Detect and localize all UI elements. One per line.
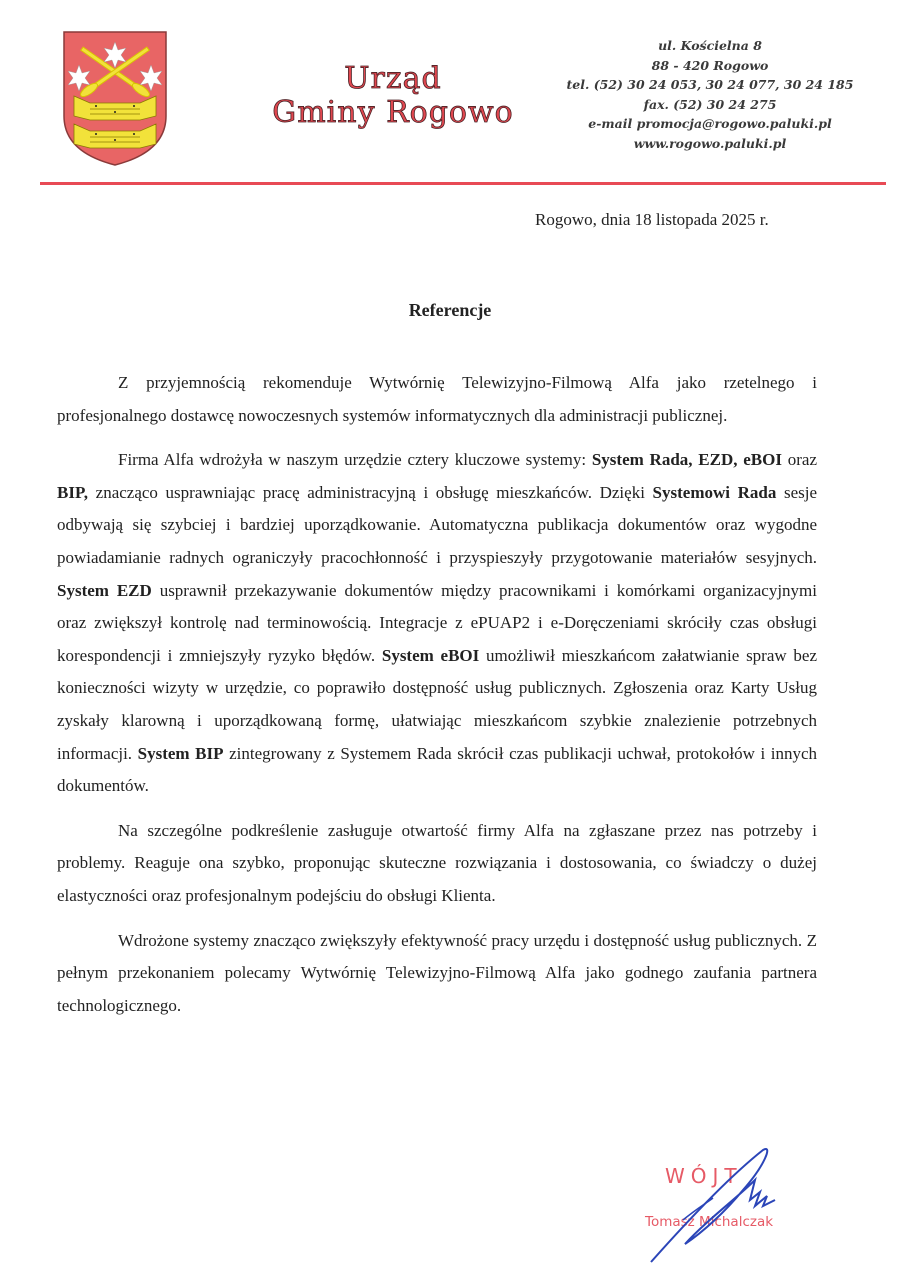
text-run: znacząco usprawniając pracę administracyjną i obsługę mieszkańców. Dzięki (88, 482, 653, 502)
bold-text: BIP, (57, 482, 89, 502)
organization-name-line1: Urząd (344, 61, 442, 96)
text-run: Firma Alfa wdrożyła w naszym urzędzie cztery kluczowe systemy: (118, 450, 592, 470)
bold-text: System BIP (137, 743, 224, 763)
signature-stroke (651, 1149, 775, 1262)
letter-date: Rogowo, dnia 18 listopada 2025 r. (535, 210, 769, 229)
text-run: usprawnił przekazywanie dokumentów między pracownikami i komórkami organizacyjnymi oraz zwiększył kontrolę nad terminowością. Integracje z ePUAP2 i e-Doręczeniami skróciły czas obsługi korespondencji i zmniejszyły ryzyko błędów. (57, 580, 817, 665)
contact-phone: tel. (52) 30 24 053, 30 24 077, 30 24 185 (566, 77, 854, 92)
text-run: Z przyjemnością rekomenduje Wytwórnię Telewizyjno-Filmową Alfa jako rzetelnego i profesjonalnego dostawcę nowoczesnych systemów informatycznych dla administracji publicznej. (57, 373, 817, 425)
bold-text: System Rada, EZD, (591, 450, 738, 470)
contact-website[interactable]: www.rogowo.paluki.pl (633, 135, 787, 151)
paragraph (57, 925, 817, 1023)
organization-name-line2: Gminy Rogowo (272, 95, 514, 130)
paragraph (57, 444, 817, 803)
bold-text: System EZD (57, 580, 152, 600)
header-divider (40, 182, 886, 185)
contact-email[interactable]: e-mail promocja@rogowo.paluki.pl (588, 116, 832, 131)
paragraph (57, 815, 817, 913)
letter-title: Referencje (408, 300, 492, 320)
text-run: umożliwił mieszkańcom załatwianie spraw bez konieczności wizyty w urzędzie, co poprawiło dostępność usług publicznych. Zgłoszenia oraz Karty Usług zyskały klarowną i uporządkowaną formę, ułatwiając mieszkańcom szybkie znalezienie potrzebnych informacji. (57, 645, 818, 763)
contact-postal: 88 - 420 Rogowo (651, 57, 769, 73)
contact-fax: fax. (52) 30 24 275 (643, 96, 777, 112)
handwritten-signature-icon (615, 1140, 795, 1270)
paragraph (57, 367, 817, 432)
text-run: Na szczególne podkreślenie zasługuje otwartość firmy Alfa na zgłaszane przez nas potrzeby i problemy. Reaguje ona szybko, proponując skuteczne rozwiązania i dostosowania, co świadczy o dużej elastyczności oraz profesjonalnym podejściu do obsługi Klienta. (57, 820, 817, 905)
letter-body (57, 367, 817, 1034)
stamp-name: Tomasz Michalczak (645, 1214, 774, 1230)
text-run: sesje odbywają się szybciej i bardziej uporządkowanie. Automatyczna publikacja dokumentów oraz wygodne powiadamianie radnych ograniczyły pracochłonność i przyspieszyły przygotowanie materiałów sesyjnych. (57, 482, 818, 567)
signature-stroke (683, 1198, 713, 1220)
organization-name (228, 62, 558, 130)
text-run: oraz (782, 450, 818, 470)
coat-of-arms-icon (60, 28, 170, 168)
bold-text: System eBOI (381, 645, 480, 665)
stamp-title: WÓJT (665, 1164, 743, 1188)
text-run: Wdrożone systemy znacząco zwiększyły efektywność pracy urzędu i dostępność usług publicznych. Z pełnym przekonaniem polecamy Wytwórnię Telewizyjno-Filmową Alfa jako godnego zaufania partnera technologicznego. (57, 930, 817, 1015)
signature-block (615, 1140, 795, 1270)
contact-block (560, 36, 860, 153)
bold-text: eBOI (743, 450, 782, 470)
contact-street: ul. Kościelna 8 (658, 38, 762, 53)
bold-text: Systemowi Rada (652, 482, 777, 502)
text-run: zintegrowany z Systemem Rada skrócił czas publikacji uchwał, protokołów i innych dokumentów. (57, 743, 818, 796)
